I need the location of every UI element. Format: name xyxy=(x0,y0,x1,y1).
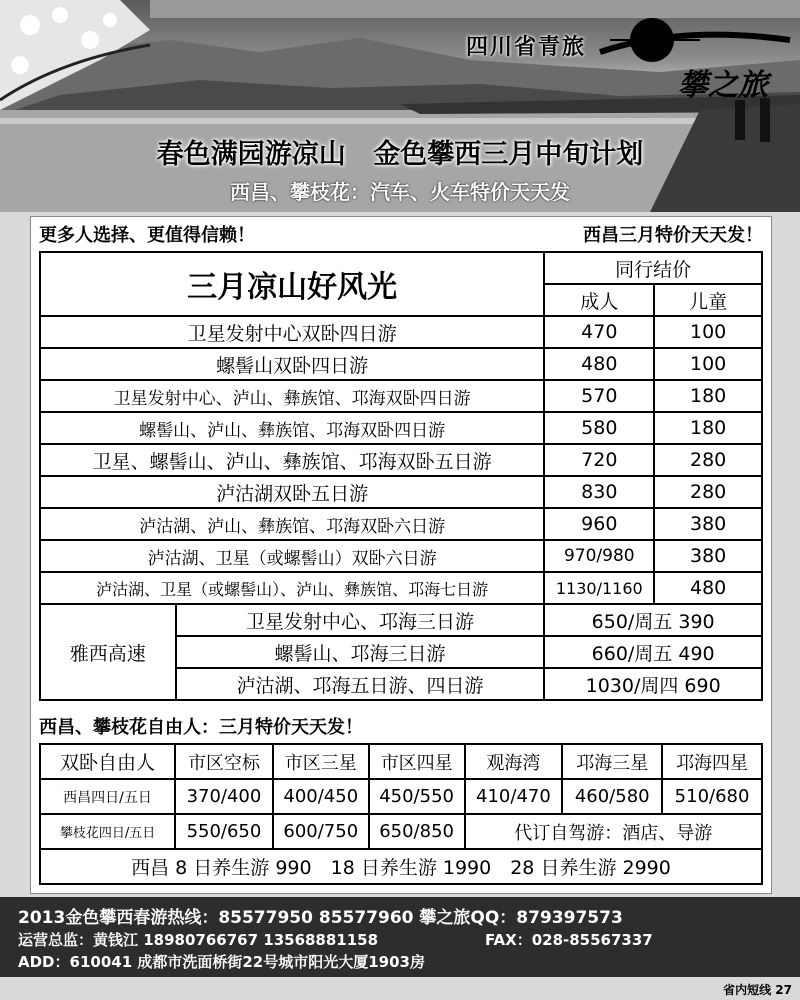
price-cell: 460/580 xyxy=(562,779,662,814)
header-cell: 邛海四星 xyxy=(662,744,762,779)
notice-left: 更多人选择、更值得信赖！ xyxy=(39,225,255,246)
tour-name: 螺髻山双卧四日游 xyxy=(40,348,544,380)
page-title: 春色满园游凉山 金色攀西三月中旬计划 xyxy=(156,139,644,170)
price-cell: 400/450 xyxy=(273,779,369,814)
contact-footer xyxy=(0,897,800,977)
tour-name: 泸沽湖、泸山、彝族馆、邛海双卧六日游 xyxy=(40,508,544,540)
free-section-heading: 西昌、攀枝花自由人：三月特价天天发！ xyxy=(39,717,363,738)
tour-price-table xyxy=(39,251,763,701)
hotline: 2013金色攀西春游热线：85577950 85577960 攀之旅QQ：879397573 xyxy=(18,908,623,928)
adult-price: 470 xyxy=(544,316,654,348)
adult-price: 830 xyxy=(544,476,654,508)
table-row xyxy=(40,476,762,508)
price-cell: 600/750 xyxy=(273,814,369,849)
manager-contact: 运营总监：黄钱江 18980766767 13568881158 xyxy=(18,931,379,949)
wellness-tours: 西昌 8 日养生游 990 18 日养生游 1990 28 日养生游 2990 xyxy=(40,849,762,884)
notice-right: 西昌三月特价天天发！ xyxy=(583,225,763,246)
adult-price: 1130/1160 xyxy=(544,572,654,604)
row-label: 西昌四日/五日 xyxy=(40,779,175,814)
child-price: 180 xyxy=(654,412,762,444)
table-row xyxy=(40,604,762,636)
table-row xyxy=(40,412,762,444)
header-cell: 双卧自由人 xyxy=(40,744,175,779)
child-price: 480 xyxy=(654,572,762,604)
page-subtitle: 西昌、攀枝花：汽车、火车特价天天发 xyxy=(230,180,570,204)
table-title: 三月凉山好风光 xyxy=(40,252,544,316)
price-cell: 510/680 xyxy=(662,779,762,814)
child-price: 280 xyxy=(654,476,762,508)
tour-name: 泸沽湖、卫星（或螺髻山）、泸山、彝族馆、邛海七日游 xyxy=(40,572,544,604)
table-row xyxy=(40,316,762,348)
content-panel xyxy=(30,216,772,894)
child-price: 180 xyxy=(654,380,762,412)
header-cell: 市区四星 xyxy=(369,744,465,779)
col-child: 儿童 xyxy=(654,284,762,316)
free-travel-table xyxy=(39,743,763,885)
tour-name: 卫星发射中心、泸山、彝族馆、邛海双卧四日游 xyxy=(40,380,544,412)
table-row xyxy=(40,508,762,540)
page-label: 省内短线 27 xyxy=(723,983,792,997)
tour-name: 卫星发射中心双卧四日游 xyxy=(40,316,544,348)
highway-price: 660/周五 490 xyxy=(544,636,762,668)
tour-name: 泸沽湖双卧五日游 xyxy=(40,476,544,508)
child-price: 100 xyxy=(654,348,762,380)
table-row xyxy=(40,849,762,884)
child-price: 380 xyxy=(654,508,762,540)
header-cell: 观海湾 xyxy=(465,744,563,779)
price-header: 同行结价 xyxy=(544,252,762,284)
adult-price: 570 xyxy=(544,380,654,412)
child-price: 280 xyxy=(654,444,762,476)
logo: 攀之旅 xyxy=(678,68,768,103)
adult-price: 720 xyxy=(544,444,654,476)
row-label: 攀枝花四日/五日 xyxy=(40,814,175,849)
highway-label: 雅西高速 xyxy=(40,604,176,700)
table-row xyxy=(40,572,762,604)
price-cell: 550/650 xyxy=(175,814,273,849)
child-price: 100 xyxy=(654,316,762,348)
adult-price: 970/980 xyxy=(544,540,654,572)
self-drive-note: 代订自驾游：酒店、导游 xyxy=(465,814,762,849)
table-row xyxy=(40,380,762,412)
table-row xyxy=(40,779,762,814)
highway-price: 650/周五 390 xyxy=(544,604,762,636)
address: ADD：610041 成都市洗面桥街22号城市阳光大厦1903房 xyxy=(18,953,425,971)
tour-name: 卫星、螺髻山、泸山、彝族馆、邛海双卧五日游 xyxy=(40,444,544,476)
adult-price: 580 xyxy=(544,412,654,444)
table-row xyxy=(40,814,762,849)
brand-name: 四川省青旅 xyxy=(465,35,586,60)
table-row xyxy=(40,540,762,572)
adult-price: 480 xyxy=(544,348,654,380)
tour-name: 螺髻山、泸山、彝族馆、邛海双卧四日游 xyxy=(40,412,544,444)
highway-price: 1030/周四 690 xyxy=(544,668,762,700)
price-cell: 370/400 xyxy=(175,779,273,814)
tour-name: 泸沽湖、卫星（或螺髻山）双卧六日游 xyxy=(40,540,544,572)
fax: FAX：028-85567337 xyxy=(485,931,653,949)
table-row xyxy=(40,444,762,476)
col-adult: 成人 xyxy=(544,284,654,316)
tour-name: 卫星发射中心、邛海三日游 xyxy=(176,604,545,636)
tour-name: 泸沽湖、邛海五日游、四日游 xyxy=(176,668,545,700)
header-cell: 邛海三星 xyxy=(562,744,662,779)
tour-name: 螺髻山、邛海三日游 xyxy=(176,636,545,668)
price-cell: 450/550 xyxy=(369,779,465,814)
header-cell: 市区三星 xyxy=(273,744,369,779)
table-row xyxy=(40,348,762,380)
price-cell: 410/470 xyxy=(465,779,563,814)
header-cell: 市区空标 xyxy=(175,744,273,779)
adult-price: 960 xyxy=(544,508,654,540)
child-price: 380 xyxy=(654,540,762,572)
header-banner xyxy=(0,0,800,212)
price-cell: 650/850 xyxy=(369,814,465,849)
